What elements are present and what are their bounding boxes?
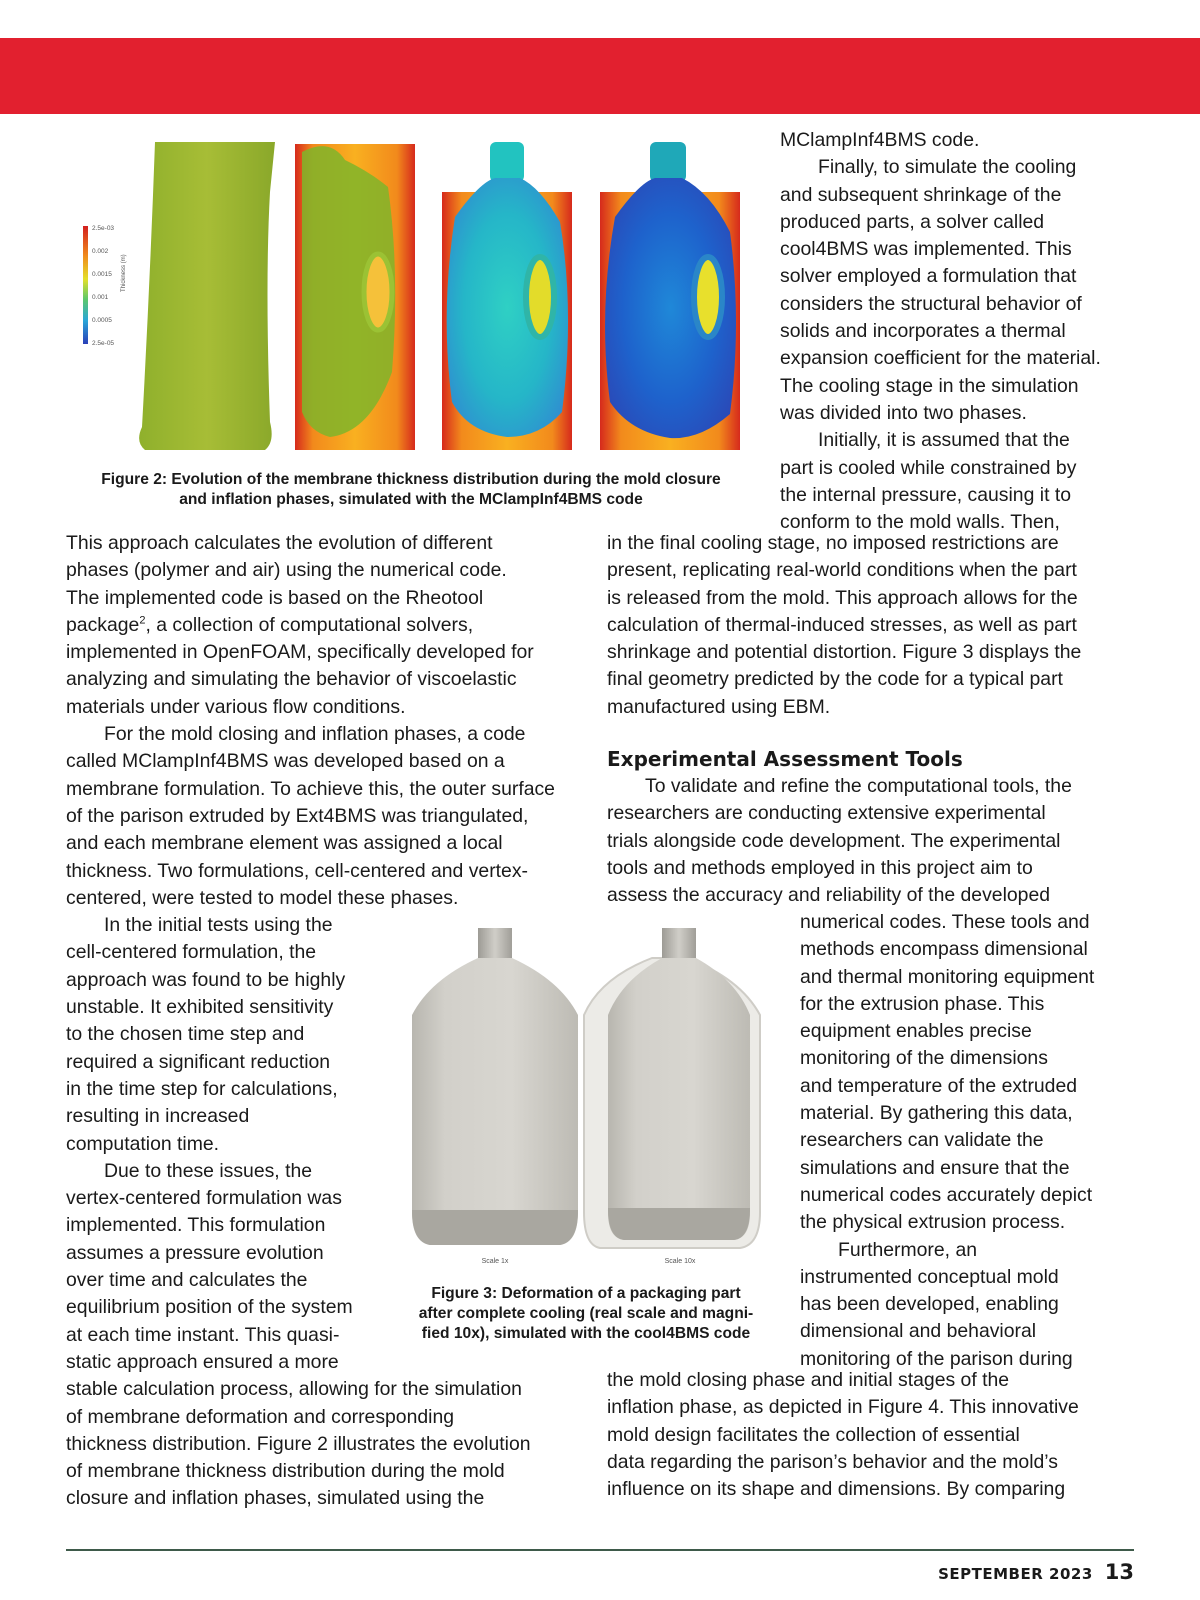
footer-rule [66,1549,1134,1551]
legend-tick: 0.0005 [92,317,112,324]
legend-tick: 0.0015 [92,271,112,278]
legend-tick: 2.5e-05 [92,340,115,347]
legend-axis-label: Thickness (m) [121,254,127,292]
figure-2-caption: Figure 2: Evolution of the membrane thickness distribution during the mold closure and inflation phases, simulated with the MClampInf4BMS code [101,471,721,508]
section-heading: Experimental Assessment Tools [607,747,963,771]
legend-tick: 0.002 [92,248,109,255]
issue-date: SEPTEMBER 2023 [938,1565,1093,1583]
legend-tick: 0.001 [92,294,109,301]
header-color-bar [0,38,1200,114]
page-number: 13 [1104,1560,1134,1584]
scale-label: Scale 10x [664,1258,696,1265]
legend-tick: 2.5e-03 [92,225,115,232]
color-scale-bar [83,226,88,344]
right-column-mid-text: in the final cooling stage, no imposed restrictions are present, replicating real-world conditions when the part is released from the mold. This approach allows for the calculation of thermal-induced stresses, as well as part shrinkage and potential distortion. Figure 3 displays the final geometry predicted by the code for a typical part manufactured using EBM. [607,532,1082,718]
right-column-section-text-lower: the mold closing phase and initial stages of the inflation phase, as depicted in Figure 4. This innovative mold design facilitates the collection of essential data regarding the parison’s behavior and the mold’s influence on its shape and dimensions. By comparing [607,1369,1079,1501]
right-column-top-text: MClampInf4BMS code. Finally, to simulate the cooling and subsequent shrinkage of the produced parts, a solver called cool4BMS was implemented. This solver employed a formulation that considers the structural behavior of solids and incorporates a thermal expansion coefficient for the material. The cooling stage in the simulation was divided into two phases. Initially, it is assumed that the part is cooled while constrained by the internal pressure, causing it to conform to the mold walls. Then, [780,129,1101,534]
left-column-text: This approach calculates the evolution of different phases (polymer and air) using the numerical code. The implemented code is based on the Rheotool package$^2$, a collection of computational solvers, implemented in OpenFOAM, specifically developed for analyzing and simulating the behavior of viscoelastic materials under various flow conditions. For the mold closing and inflation phases, a code called MClampInf4BMS was developed based on a membrane formulation. To achieve this, the outer surface of the parison extruded by Ext4BMS was triangulated, and each membrane element was assigned a local thickness. Two formulations, cell-centered and vertex- centered, were tested to model these phases. In the initial tests using the cell-centered formulation, the approach was found to be highly unstable. It exhibited sensitivity to the chosen time step and required a significant reduction in the time step for calculations, resulting in increased computation time. Due to these issues, the vertex-centered formulation was implemented. This formulation assumes a pressure evolution over time and calculates the equilibrium position of the system at each time instant. This quasi- static approach ensured a more stable calculation process, allowing for the simulation of membrane deformation and corresponding thickness distribution. Figure 2 illustrates the evolution of membrane thickness distribution during the mold closure and inflation phases, simulated using the [66,532,555,1510]
figure-3-caption: Figure 3: Deformation of a packaging part after complete cooling (real scale and magni- fied 10x), simulated with the cool4BMS code [418,1285,754,1342]
figure-2-thickness-simulation [70,132,770,462]
right-column-section-text-upper: To validate and refine the computational tools, the researchers are conducting extensive experimental trials alongside code development. The experimental tools and methods employed in this project aim to assess the accuracy and reliability of the developed [607,775,1072,907]
figure-3-bottle-deformation [400,920,790,1275]
right-column-section-text-wrap: numerical codes. These tools and methods encompass dimensional and thermal monitoring equipment for the extrusion phase. This equipment enables precise monitoring of the dimensions and temperature of the extruded material. By gathering this data, researchers can validate the simulations and ensure that the numerical codes accurately depict the physical extrusion process. Furthermore, an instrumented conceptual mold has been developed, enabling dimensional and behavioral monitoring of the parison during [800,911,1095,1370]
scale-label: Scale 1x [481,1258,509,1265]
page-footer [938,1560,1134,1584]
